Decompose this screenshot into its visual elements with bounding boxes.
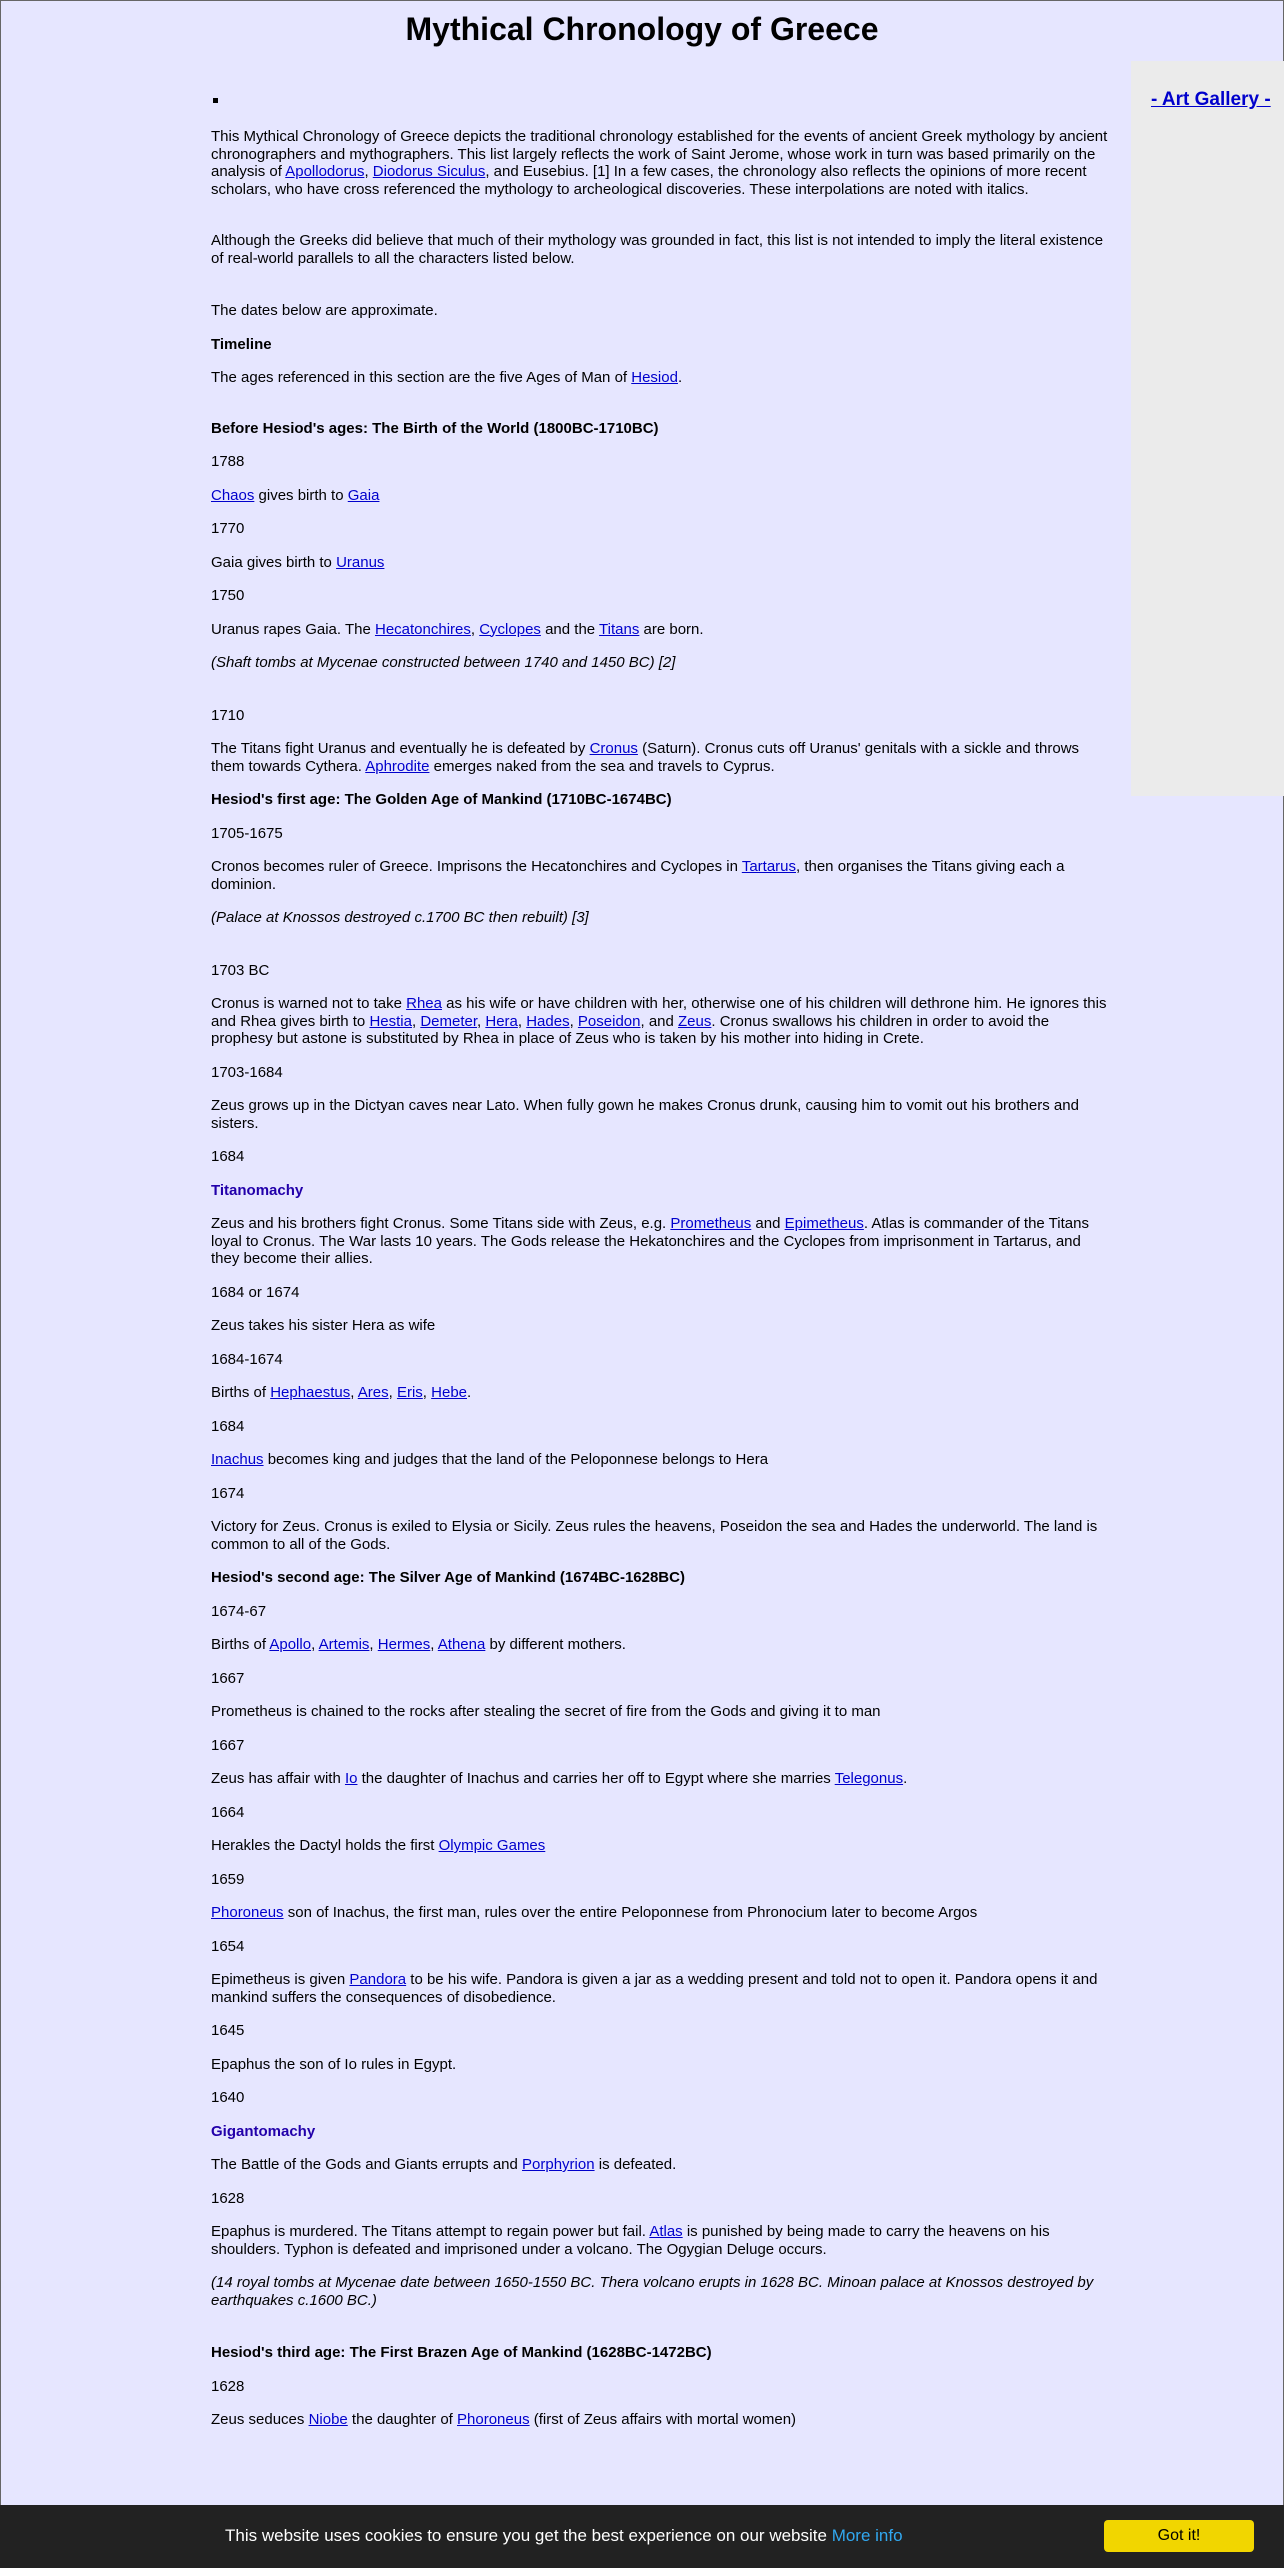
date: 1628	[211, 2377, 245, 2395]
link-zeus[interactable]: Zeus	[678, 1012, 712, 1030]
page-title: Mythical Chronology of Greece	[405, 11, 879, 47]
archaeology-note: (14 royal tombs at Mycenae date between 1650-1550 BC. Thera volcano erupts in 1628 BC. Minoan palace at Knossos destroyed by earthquakes c.1600 BC.)	[211, 2274, 1094, 2309]
event: Cronos becomes ruler of Greece. Imprisons the Hecatonchires and Cyclopes in Tartarus, then organises the Titans giving each a dominion.	[211, 858, 1065, 893]
event: Gaia gives birth to Uranus	[211, 553, 385, 571]
date: 1645	[211, 2022, 245, 2039]
event: The Titans fight Uranus and eventually he is defeated by Cronus (Saturn). Cronus cuts off Uranus' genitals with a sickle and throws them towards Cythera. Aphrodite emerges naked from the sea and travels to Cyprus.	[211, 740, 1080, 775]
date: 1788	[211, 453, 245, 470]
event: Epimetheus is given Pandora to be his wife. Pandora is given a jar as a wedding present and told not to open it. Pandora opens it and mankind suffers the consequences of disobedience.	[211, 1971, 1098, 2006]
event: Phoroneus son of Inachus, the first man, rules over the entire Peloponnese from Phronocium later to become Argos	[211, 1904, 978, 1921]
date: 1667	[211, 1736, 245, 1754]
link-diodorus[interactable]: Diodorus Siculus	[372, 163, 486, 180]
event: Prometheus is chained to the rocks after stealing the secret of fire from the Gods and giving it to man	[211, 1703, 881, 1720]
intro-paragraph: This Mythical Chronology of Greece depicts the traditional chronology established for the events of ancient Greek mythology by ancient chronographers and mythographers. This list largely reflects the work of Saint Jerome, whose work in turn was based primarily on the analysis of Apollodorus, Diodorus Siculus, and Eusebius. [1] In a few cases, the chronology also reflects the opinions of more recent scholars, who have cross referenced the mythology to archeological discoveries. These interpolations are noted with italics.	[211, 128, 1108, 198]
section-heading: Hesiod's first age: The Golden Age of Mankind (1710BC-1674BC)	[211, 791, 672, 808]
sidebar	[1131, 61, 1284, 796]
approx-note: The dates below are approximate.	[211, 302, 438, 319]
date: 1654	[211, 1937, 245, 1955]
link-hades[interactable]: Hades	[526, 1012, 570, 1030]
cookie-banner	[0, 2505, 1284, 2568]
date: 1628	[211, 2189, 245, 2207]
event: The Battle of the Gods and Giants errupts and Porphyrion is defeated.	[211, 2156, 677, 2173]
date: 1684-1674	[211, 1350, 283, 1368]
art-gallery-link[interactable]: - Art Gallery -	[1151, 89, 1271, 110]
event: Zeus takes his sister Hera as wife	[211, 1317, 436, 1334]
section-heading: Before Hesiod's ages: The Birth of the World (1800BC-1710BC)	[211, 419, 659, 437]
link-telegonus[interactable]: Telegonus	[834, 1770, 904, 1787]
link-epimetheus[interactable]: Epimetheus	[784, 1215, 864, 1232]
date: 1674-67	[211, 1602, 267, 1620]
link-athena[interactable]: Athena	[437, 1636, 486, 1653]
date: 1710	[211, 706, 245, 724]
link-artemis[interactable]: Artemis	[318, 1636, 370, 1653]
event: Inachus becomes king and judges that the land of the Peloponnese belongs to Hera	[211, 1451, 769, 1468]
date: 1684 or 1674	[211, 1283, 300, 1301]
date: 1705-1675	[211, 824, 283, 842]
bullet-marker	[213, 98, 218, 103]
link-hesiod[interactable]: Hesiod	[631, 369, 678, 386]
event: Births of Apollo, Artemis, Hermes, Athena by different mothers.	[211, 1636, 626, 1653]
link-uranus[interactable]: Uranus	[336, 553, 385, 571]
link-eris[interactable]: Eris	[396, 1384, 423, 1401]
ages-paragraph: The ages referenced in this section are the five Ages of Man of Hesiod.	[211, 369, 683, 386]
link-tartarus[interactable]: Tartarus	[741, 858, 796, 875]
section-heading: Hesiod's third age: The First Brazen Age of Mankind (1628BC-1472BC)	[211, 2344, 712, 2361]
event: Zeus grows up in the Dictyan caves near Lato. When fully gown he makes Cronus drunk, causing him to vomit out his brothers and sisters.	[211, 1097, 1079, 1132]
date: 1770	[211, 520, 245, 537]
link-hephaestus[interactable]: Hephaestus	[270, 1384, 351, 1401]
link-prometheus[interactable]: Prometheus	[670, 1215, 752, 1232]
link-niobe[interactable]: Niobe	[308, 2411, 348, 2428]
event: Herakles the Dactyl holds the first Olympic Games	[211, 1837, 546, 1854]
link-hebe[interactable]: Hebe	[431, 1384, 467, 1401]
link-ares[interactable]: Ares	[357, 1384, 389, 1401]
link-atlas[interactable]: Atlas	[649, 2223, 683, 2240]
date: 1703 BC	[211, 961, 270, 979]
date: 1667	[211, 1669, 245, 1687]
link-apollodorus[interactable]: Apollodorus	[285, 163, 365, 180]
event: Zeus seduces Niobe the daughter of Phoroneus (first of Zeus affairs with mortal women)	[211, 2411, 797, 2428]
event: Cronus is warned not to take Rhea as his wife or have children with her, otherwise one of his children will dethrone him. He ignores this and Rhea gives birth to Hestia, Demeter, Hera, Hades, Poseidon, and Zeus. Cronus swallows his children in order to avoid the prophesy but astone is substituted by Rhea in place of Zeus who is taken by his mother into hiding in Crete.	[211, 995, 1107, 1047]
archaeology-note: (Palace at Knossos destroyed c.1700 BC then rebuilt) [3]	[211, 909, 589, 926]
timeline-heading: Timeline	[211, 335, 272, 353]
event: Births of Hephaestus, Ares, Eris, Hebe.	[211, 1384, 472, 1401]
event: Victory for Zeus. Cronus is exiled to Elysia or Sicily. Zeus rules the heavens, Poseidon the sea and Hades the underworld. The land is common to all of the Gods.	[211, 1518, 1098, 1553]
date: 1703-1684	[211, 1063, 283, 1081]
archaeology-note: (Shaft tombs at Mycenae constructed between 1740 and 1450 BC) [2]	[211, 654, 676, 671]
link-chaos[interactable]: Chaos	[211, 486, 255, 504]
event: Zeus has affair with Io the daughter of Inachus and carries her off to Egypt where she marries Telegonus.	[211, 1770, 908, 1787]
link-pandora[interactable]: Pandora	[349, 1971, 407, 1988]
section-heading: Hesiod's second age: The Silver Age of Mankind (1674BC-1628BC)	[211, 1569, 685, 1586]
date: 1640	[211, 2089, 245, 2106]
event: Zeus and his brothers fight Cronus. Some Titans side with Zeus, e.g. Prometheus and Epimetheus. Atlas is commander of the Titans loyal to Cronus. The War lasts 10 years. The Gods release the Hekatonchires and the Cyclopes from imprisonment in Tartarus, and they become their allies.	[211, 1215, 1089, 1267]
gigantomachy-heading: Gigantomachy	[211, 2122, 316, 2140]
link-io[interactable]: Io	[344, 1770, 358, 1787]
date: 1664	[211, 1803, 245, 1821]
date: 1750	[211, 587, 245, 604]
event: Uranus rapes Gaia. The Hecatonchires, Cyclopes and the Titans are born.	[211, 620, 704, 638]
link-inachus[interactable]: Inachus	[211, 1451, 264, 1468]
disclaimer-paragraph: Although the Greeks did believe that much of their mythology was grounded in fact, this list is not intended to imply the literal existence of real-world parallels to all the characters listed below.	[211, 232, 1104, 267]
event: Epaphus is murdered. The Titans attempt to regain power but fail. Atlas is punished by being made to carry the heavens on his shoulders. Typhon is defeated and imprisoned under a volcano. The Ogygian Deluge occurs.	[211, 2223, 1050, 2258]
link-phoroneus[interactable]: Phoroneus	[457, 2411, 530, 2428]
date: 1659	[211, 1870, 245, 1888]
event: Chaos gives birth to Gaia	[211, 486, 380, 504]
link-gaia[interactable]: Gaia	[347, 486, 380, 504]
date: 1684	[211, 1417, 245, 1435]
cookie-more-info-link[interactable]: More info	[831, 2526, 903, 2545]
cookie-message: This website uses cookies to ensure you get the best experience on our website More info	[225, 2526, 903, 2545]
link-cyclopes[interactable]: Cyclopes	[479, 620, 541, 638]
link-rhea[interactable]: Rhea	[406, 995, 442, 1012]
link-hecatonchires[interactable]: Hecatonchires	[374, 620, 471, 638]
link-porphyrion[interactable]: Porphyrion	[522, 2156, 595, 2173]
link-titans[interactable]: Titans	[599, 620, 640, 638]
cookie-accept-button[interactable]: Got it!	[1104, 2520, 1254, 2552]
link-phoroneus[interactable]: Phoroneus	[211, 1904, 284, 1921]
link-apollo[interactable]: Apollo	[269, 1636, 312, 1653]
event: Epaphus the son of Io rules in Egypt.	[211, 2055, 457, 2073]
article-body	[211, 92, 1111, 2445]
link-demeter[interactable]: Demeter	[420, 1012, 478, 1030]
link-hermes[interactable]: Hermes	[377, 1636, 431, 1653]
date: 1684	[211, 1148, 245, 1165]
link-hestia[interactable]: Hestia	[369, 1012, 412, 1030]
date: 1674	[211, 1484, 245, 1502]
titanomachy-heading: Titanomachy	[211, 1181, 304, 1199]
link-olympic-games[interactable]: Olympic Games	[438, 1837, 546, 1854]
link-cronus[interactable]: Cronus	[589, 740, 638, 757]
link-aphrodite[interactable]: Aphrodite	[365, 757, 430, 775]
link-poseidon[interactable]: Poseidon	[577, 1012, 641, 1030]
link-hera[interactable]: Hera	[485, 1012, 518, 1030]
